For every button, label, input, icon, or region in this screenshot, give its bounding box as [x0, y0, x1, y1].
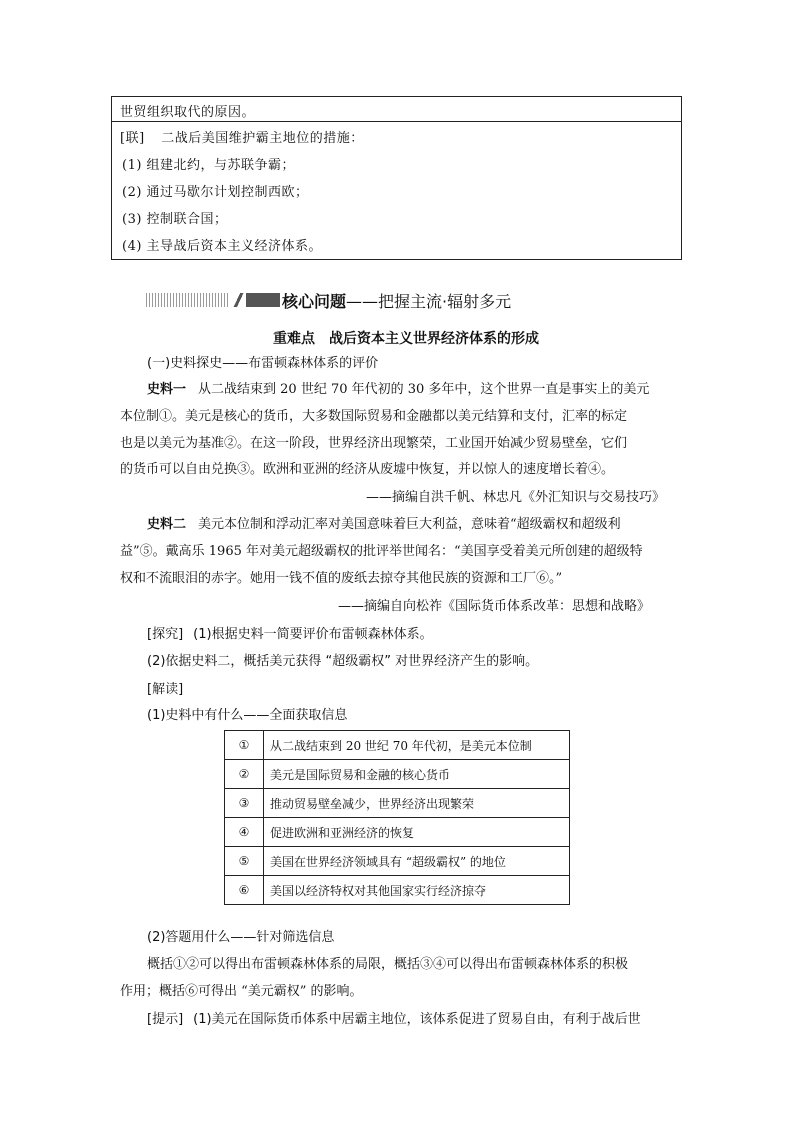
box-item-1: (1) 组建北约，与苏联争霸；	[122, 158, 296, 173]
summary-line-2: 作用；概括⑥可得出 “美元霸权” 的影响。	[120, 984, 363, 999]
source2-line-1: 史料二 美元本位制和浮动汇率对美国意味着巨大利益，意味着“超级霸权和超级利	[147, 517, 621, 532]
interpret-tag: [解读]	[147, 682, 184, 697]
source2-label: 史料二	[147, 517, 187, 532]
section-subtitle: ——把握主流·辐射多元	[346, 292, 512, 311]
table-row: ⑥ 美国以经济特权对其他国家实行经济掠夺	[225, 876, 570, 905]
dark-bar-decor	[246, 293, 280, 307]
interpret-step1: (1)史料中有什么——全面获取信息	[147, 708, 348, 723]
explore-tag: [探究]	[147, 627, 184, 642]
box-divider	[111, 121, 682, 122]
source1-line-1: 史料一 从二战结束到 20 世纪 70 年代初的 30 多年中，这个世界一直是事实上的美元	[147, 382, 650, 397]
box-item-2: (2) 通过马歇尔计划控制西欧；	[122, 185, 309, 200]
box-item-4: (4) 主导战后资本主义经济体系。	[122, 239, 323, 254]
table-row: ④ 促进欧洲和亚洲经济的恢复	[225, 818, 570, 847]
source1-line-3: 也是以美元为基准②。在这一阶段，世界经济出现繁荣，工业国开始减少贸易壁垒，它们	[120, 436, 628, 451]
summary-line-1: 概括①②可以得出布雷顿森林体系的局限，概括③④可以得出布雷顿森林体系的积极	[147, 957, 629, 972]
table-row: ① 从二战结束到 20 世纪 70 年代初，是美元本位制	[225, 731, 570, 760]
source1-line-4: 的货币可以自由兑换③。欧洲和亚洲的经济从废墟中恢复，并以惊人的速度增长着④。	[120, 462, 615, 477]
hint-line: [提示] (1)美元在国际货币体系中居霸主地位，该体系促进了贸易自由，有利于战后世	[147, 1012, 641, 1027]
section-title	[282, 289, 511, 312]
source2-citation: ——摘编自向松祚《国际货币体系改革：思想和战略》	[338, 599, 651, 614]
slash-decor	[230, 293, 246, 307]
table-row: ⑤ 美国在世界经济领域具有 “超级霸权” 的地位	[225, 847, 570, 876]
lian-tag: [联]	[120, 131, 145, 146]
table-row: ② 美元是国际贸易和金融的核心货币	[225, 760, 570, 789]
source2-line-2: 益”⑤。戴高乐 1965 年对美元超级霸权的批评举世闻名：“美国享受着美元所创建的超级特	[120, 544, 643, 559]
section-title-main: 核心问题	[282, 292, 347, 311]
hint-tag: [提示]	[147, 1012, 184, 1027]
source2-line-3: 权和不流眼泪的赤字。她用一钱不值的废纸去掠夺其他民族的资源和工厂⑥。”	[120, 571, 563, 586]
hatch-decor	[146, 293, 230, 307]
source1-line-2: 本位制①。美元是核心的货币，大多数国际贸易和金融都以美元结算和支付，汇率的标定	[120, 409, 628, 424]
box-top-line: 世贸组织取代的原因。	[120, 105, 256, 120]
box-item-3: (3) 控制联合国；	[122, 212, 228, 227]
table-row: ③ 推动贸易壁垒减少，世界经济出现繁荣	[225, 789, 570, 818]
explore-q1: [探究] (1)根据史料一简要评价布雷顿森林体系。	[147, 627, 433, 642]
source1-label: 史料一	[147, 382, 187, 397]
info-table	[224, 730, 570, 905]
key-point-heading: 重难点 战后资本主义世界经济体系的形成	[273, 331, 539, 347]
lian-title: 二战后美国维护霸主地位的措施：	[161, 131, 364, 146]
interpret-step2: (2)答题用什么——针对筛选信息	[147, 930, 335, 945]
source1-citation: ——摘编自洪千帆、林忠凡《外汇知识与交易技巧》	[366, 490, 666, 505]
box-lian-line	[120, 127, 364, 146]
explore-q2: (2)依据史料二，概括美元获得 “超级霸权” 对世界经济产生的影响。	[147, 654, 539, 669]
part1-title: (一)史料探史——布雷顿森林体系的评价	[147, 356, 379, 371]
